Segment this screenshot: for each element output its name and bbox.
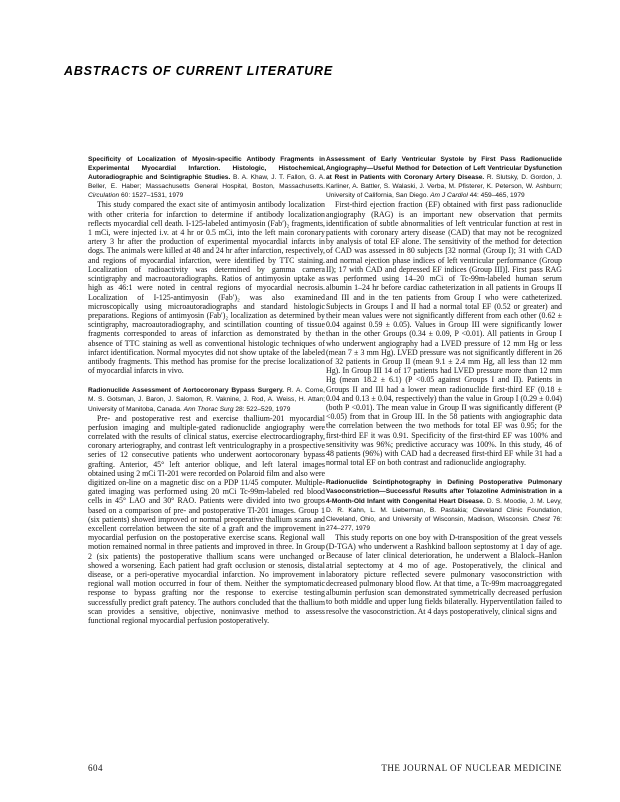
abstract-citation-block bbox=[326, 478, 562, 533]
abstract-entry bbox=[326, 155, 562, 467]
abstract-authors: R. Slutsky, D. Gordon, J. Karliner, A. Battler, S. Walaski, J. Verba, M. Pfisterer, K. Peterson, W. Ashburn; University of California, San Diego. bbox=[326, 174, 562, 200]
page-footer bbox=[88, 763, 562, 773]
abstract-body: This study reports on one boy with D-transposition of the great vessels (D-TGA) who underwent a Rashkind balloon septostomy at 1 day of age. Because of later clinical deterioration, he underwent a Blalock–Hanlon atrial septectomy at 4 mo of age. Postoperatively, the clinical and laboratory picture reflected severe pulmonary vasoconstriction with decreased pulmonary blood flow. At that time, a Tc-99m macroaggregated albumin perfusion scan demonstrated symmetrically decreased perfusion to both middle and upper lung fields bilaterally. Hyperventilation failed to resolve the vasoconstriction. At 4 days postoperatively, clinical signs and bbox=[326, 532, 562, 616]
page-number: 604 bbox=[88, 763, 103, 773]
abstract-citation-block bbox=[326, 155, 562, 200]
abstract-entry bbox=[88, 155, 325, 375]
abstract-title: Radionuclide Assessment of Aortocoronary Bypass Surgery. bbox=[88, 387, 285, 395]
journal-citation: 44: 459–465, 1979 bbox=[469, 192, 525, 200]
abstract-entry bbox=[326, 478, 562, 615]
journal-citation: 76: 274–277, 1979 bbox=[326, 515, 562, 532]
journal-name: Chest bbox=[532, 515, 550, 523]
abstract-entry bbox=[88, 386, 325, 625]
journal-name: Am J Cardiol bbox=[430, 192, 468, 200]
journal-name: Circulation bbox=[88, 192, 120, 200]
journal-citation: 60: 1527–1531, 1979 bbox=[121, 192, 184, 200]
left-column bbox=[88, 155, 325, 636]
journal-name: Ann Thorac Surg bbox=[183, 405, 234, 413]
abstract-authors: B. A. Khaw, J. T. Fallon, G. A. Beller, E. Haber; Massachusetts General Hospital, Boston, Massachusetts. bbox=[88, 174, 325, 191]
abstract-body: First-third ejection fraction (EF) obtained with first pass radionuclide angiography (RAG) is an important new observation that permits identification of subtle abnormalities of left ventricular function at rest in patients with coronary artery disease (CAD) that may not be recognized by analysis of total EF alone. The sensitivity of the method for detection of CAD was assessed in 80 subjects [32 normal (Group I); 31 with CAD and normal ejection phase indices of left ventricular performance (Group II); 17 with CAD and depressed EF indices (Group III)]. First pass RAG was performed using 14–20 mCi of Tc-99m-labeled human serum albumin 1–24 hr before cardiac catheterization in all patients in Groups II and III and in the ten patients from Group I who were catheterized. Subjects in Groups I and II had a normal total EF (0.52 or greater) and their mean values were not significantly different from each other (0.62 ± 0.04 against 0.59 ± 0.05). Values in Group III were significantly lower than in the other Groups (0.34 ± 0.09, P <0.01). All patients in Group I who underwent angiography had a LVED pressure of 12 mm Hg or less (mean 7 ± 3 mm Hg). LVED pressure was not significantly different in 26 of 32 patients in Group II (mean 9.1 ± 2.4 mm Hg, all less than 12 mm Hg). In Group III 14 of 17 patients had LVED pressure more than 12 mm Hg (mean 18.2 ± 6.1) (P <0.05 against Groups I and II). Patients in Groups II and III had a lower mean radionuclide first-third EF (0.18 ± 0.04 and 0.13 ± 0.04, respectively) than the value in Group I (0.29 ± 0.04) (both P <0.01). The mean value in Group II was significantly different (P <0.05) from that in Group III. In the 58 patients with angiographic data the correlation between the two methods for total EF was 0.95; for the first-third EF it was 0.91. Specificity of the first-third EF was 100% and sensitivity was 96%; predictive accuracy was 100%. In this study, 46 of 48 patients (96%) with CAD had a decreased first-third EF while 31 had a normal total EF on both contrast and radionuclide angiography. bbox=[326, 200, 562, 468]
abstract-authors: R. A. Corne, M. S. Gotsman, J. Baron, J. Salomon, R. Vaknine, J. Rod, A. Weiss, H. Attan; University of Manitoba, Canada. bbox=[88, 387, 325, 413]
abstract-title: Radionuclide Scintiphotography in Defining Postoperative Pulmonary Vasoconstriction—Successful Results after Tolazoline Administration in a 4-Month-Old Infant with Congenital Heart Disease. bbox=[326, 479, 562, 505]
abstract-body: Pre- and postoperative rest and exercise thallium-201 myocardial perfusion imaging and multiple-gated radionuclide angiography were correlated with the results of clinical status, exercise electrocardiography, coronary arteriography, and contrast left ventriculography in a prospective series of 12 consecutive patients who underwent aortocoronary bypass grafting. Anterior, 45° left anterior oblique, and left lateral images obtained using 2 mCi Tl-201 were recorded on Polaroid film and also were digitized on-line on a magnetic disc on a PDP 11/45 computer. Multiple-gated imaging was performed using 20 mCi Tc-99m-labeled red blood cells in 45° LAO and 30° RAO. Patients were divided into two groups based on a comparison of pre- and postoperative Tl-201 images. Group 1 (six patients) showed improved or normal preoperative thallium scans and excellent correlation between the site of a graft and the improvement in myocardial perfusion on the postoperative exercise scans. Regional wall motion remained normal in three patients and improved in three. In Group 2 (six patients) the postoperative thallium scans were unchanged or showed a worsening. Each patient had graft occlusion or stenosis, distal disease, or a peri-operative myocardial infarction. No improvement in regional wall motion occurred in four of them. Neither the symptomatic response to bypass grafting nor the response to exercise testing successfully predict graft patency. The authors concluded that the thallium scan provides a sensitive, objective, noninvasive method to assess functional regional myocardial perfusion postoperatively. bbox=[88, 413, 325, 626]
section-heading: ABSTRACTS OF CURRENT LITERATURE bbox=[64, 64, 334, 78]
footer-journal-name: THE JOURNAL OF NUCLEAR MEDICINE bbox=[381, 763, 562, 773]
abstract-title: Specificity of Localization of Myosin-specific Antibody Fragments in Experimental Myocardial Infarction. Histologic, Histochemical, Autoradiographic and Scintigraphic Studies. bbox=[88, 156, 325, 182]
abstract-title: Assessment of Early Ventricular Systole by First Pass Radionuclide Angiography—Useful Method for Detection of Left Ventricular Dysfunction at Rest in Patients with Coronary Artery Disease. bbox=[326, 156, 562, 182]
journal-citation: 28: 522–529, 1979 bbox=[235, 405, 291, 413]
abstract-body: This study compared the exact site of antimyosin antibody localization with other criteria for infarction to determine if antibody localization reflects myocardial cell death. I-125-labeled antimyosin (Fab′)₂ fragments, 1 mCi, were injected i.v. at 4 hr or 0.5 mCi, into the left main coronary artery 3 hr after the production of experimental myocardial infarcts in dogs. The animals were killed at 48 and 24 hr after infarction, respectively, and regions of myocardial infarction, were identified by TTC staining. Localization of radioactivity was determined by gamma camera scintigraphy and macroautoradiographs. Ratios of antimyosin uptake as high as 46:1 were noted in central regions of myocardial necrosis. Localization of I-125-antimyosin (Fab′)₂ was also examined microscopically using microautoradiographs and standard histologic preparations. Regions of antimyosin (Fab′)₂ localization as determined by scintigraphy, macroautoradiography, and scintillation counting of tissue fragments corresponded to areas of infarction as demonstrated by the absence of TTC staining as well as conventional histologic techniques of infarct identification. Normal myocytes did not show uptake of the labeled antibody fragments. This method has promise for the precise localization of myocardial infarcts in vivo. bbox=[88, 200, 325, 376]
abstract-citation-block bbox=[88, 155, 325, 200]
abstract-citation-block bbox=[88, 386, 325, 413]
right-column bbox=[326, 155, 562, 627]
abstract-authors: D. S. Moodie, J. M. Levy, D. R. Kahn, L. M. Lieberman, B. Pastakia; Cleveland Clinic Foundation, Cleveland, Ohio, and University of Wisconsin, Madison, Wisconsin. bbox=[326, 497, 562, 523]
